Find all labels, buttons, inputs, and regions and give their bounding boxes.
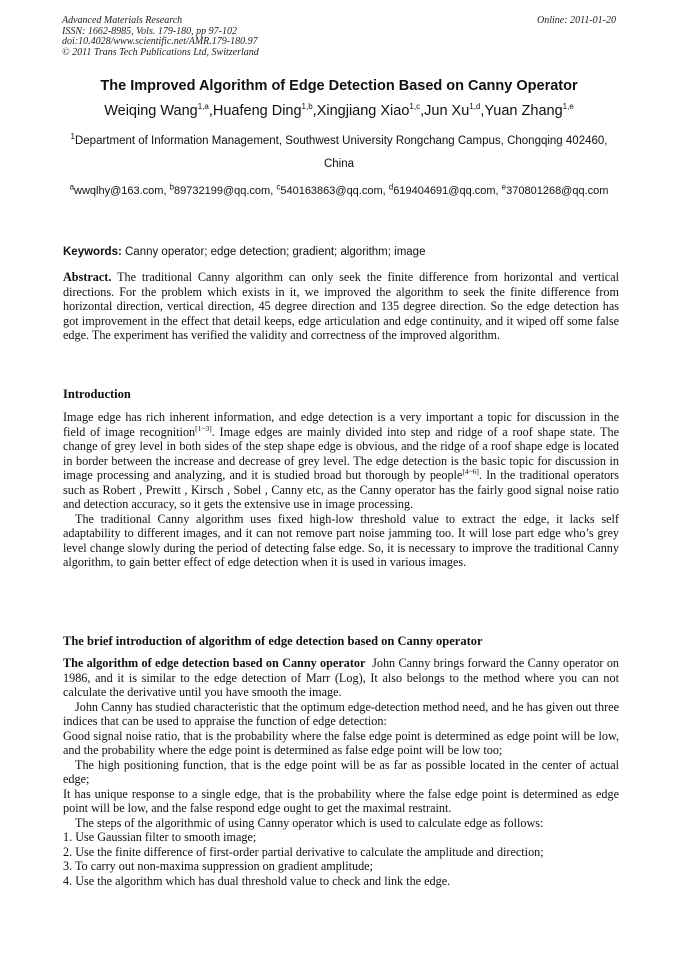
- email: $^b$89732199@qq.com,: [169, 182, 277, 197]
- step-list: [63, 830, 619, 888]
- keywords-label: Keywords:: [63, 246, 122, 258]
- introduction-body: [63, 410, 619, 570]
- abstract: [63, 270, 619, 343]
- citation: [4~6]: [462, 466, 479, 476]
- section-heading-brief: The brief introduction of algorithm of edge detection based on Canny operator: [63, 634, 483, 648]
- paragraph: Good signal noise ratio, that is the probability where the false edge point is determined as edge point will be low, and the probability where the edge point is determined as false edge point will be low too;: [63, 728, 619, 757]
- email: $^c$540163863@qq.com,: [276, 182, 389, 197]
- paper-title: The Improved Algorithm of Edge Detection Based on Canny Operator: [100, 78, 578, 94]
- email: $^a$wwqlhy@163.com,: [69, 182, 170, 197]
- subsection-heading: The algorithm of edge detection based on Canny operator: [63, 656, 366, 670]
- list-item: 3. To carry out non-maxima suppression on gradient amplitude;: [63, 859, 373, 873]
- author: Xingjiang Xiao$^{1,c}$,: [316, 102, 425, 119]
- section-heading-introduction: Introduction: [63, 387, 131, 401]
- paragraph: Image edge has rich inherent information, and edge detection is a very important a topic for discussion in the field of image recognition[1~3]. Image edges are mainly divided into step and ridge of a roof shape state. The change of grey level in both sides of the step shape edge is obvious, and the ridge of a roof shape edge is located in border between the increase and decrease of grey level. The edge detection is the basic topic for discussion in image processing and analyzing, and it is studied broad but thorough by people[4~6]. In the traditional operators such as Robert , Prewitt , Kirsch , Sobel , Canny etc, as the Canny operator has the fairly good signal noise ratio and detection accuracy, so it gets the extensive use in image processing.: [63, 410, 619, 511]
- online-date: Online: 2011-01-20: [537, 15, 616, 26]
- paragraph: The steps of the algorithmic of using Canny operator which is used to calculate edge as follows:: [75, 815, 544, 830]
- author: Huafeng Ding$^{1,b}$,: [212, 102, 317, 119]
- journal-header: [62, 16, 616, 58]
- paragraph: It has unique response to a single edge, that is the probability where the false edge point is determined as edge point will be low, and the false respond edge ought to get the maximal restraint.: [63, 786, 619, 815]
- brief-body: [63, 656, 619, 888]
- paragraph: John Canny has studied characteristic that the optimum edge-detection method need, and he has given out three indices that can be used to appraise the function of edge detection:: [63, 699, 619, 728]
- citation: [1~3]: [195, 423, 212, 433]
- email: $^e$370801268@qq.com: [501, 182, 609, 197]
- keywords: [63, 246, 619, 258]
- author: Yuan Zhang$^{1,e}$: [484, 102, 574, 119]
- journal-issn: ISSN: 1662-8985, Vols. 179-180, pp 97-102: [62, 25, 237, 37]
- journal-doi: doi:10.4028/www.scientific.net/AMR.179-180.97: [62, 36, 258, 47]
- journal-copyright: © 2011 Trans Tech Publications Ltd, Switzerland: [62, 46, 259, 58]
- paragraph: The algorithm of edge detection based on Canny operator John Canny brings forward the Canny operator on 1986, and it is similar to the edge detection of Marr (Log), It also belongs to the method where you can not calculate the derivative until you have smooth the image.: [63, 656, 620, 699]
- list-item: 2. Use the finite difference of first-order partial derivative to calculate the amplitude and direction;: [63, 844, 544, 859]
- abstract-text: The traditional Canny algorithm can only seek the finite difference from horizontal and vertical directions. For the problem which exists in it, we improved the algorithm to seek the finite difference from horizontal direction, vertical direction, 45 degree direction and 135 degree direction. So the edge detection has got improvement in the effect that detail keeps, edge articulation and edge continuity, and it wiped off some false edge. The experiment has verified the validity and correctness of the improved algorithm.: [63, 270, 620, 342]
- list-item: 1. Use Gaussian filter to smooth image;: [63, 830, 257, 844]
- list-item: 4. Use the algorithm which has dual threshold value to check and link the edge.: [63, 873, 451, 888]
- email-list: [60, 181, 618, 202]
- author-list: [0, 103, 678, 119]
- author: Weiqing Wang$^{1,a}$,: [104, 102, 213, 119]
- affiliation: $^1$Department of Information Management, Southwest University Rongchang Campus, Chongqing 402460, China: [70, 132, 608, 170]
- paragraph: The high positioning function, that is the edge point will be as far as possible located in the center of actual edge;: [63, 757, 619, 786]
- author: Jun Xu$^{1,d}$,: [424, 102, 485, 119]
- paragraph: The traditional Canny algorithm uses fixed high-low threshold value to extract the edge, it lacks self adaptability to different images, and it can not remove part noise jamming too. It will lose part edge who’s grey level change slowly during the period of detecting false edge. So, it is necessary to improve the traditional Canny algorithm, to gain better effect of edge detection when it is used in various images.: [63, 511, 619, 569]
- email: $^d$619404691@qq.com,: [388, 182, 502, 197]
- abstract-label: Abstract.: [63, 270, 112, 284]
- journal-name: Advanced Materials Research: [62, 15, 183, 26]
- keywords-text: Canny operator; edge detection; gradient; algorithm; image: [125, 246, 426, 258]
